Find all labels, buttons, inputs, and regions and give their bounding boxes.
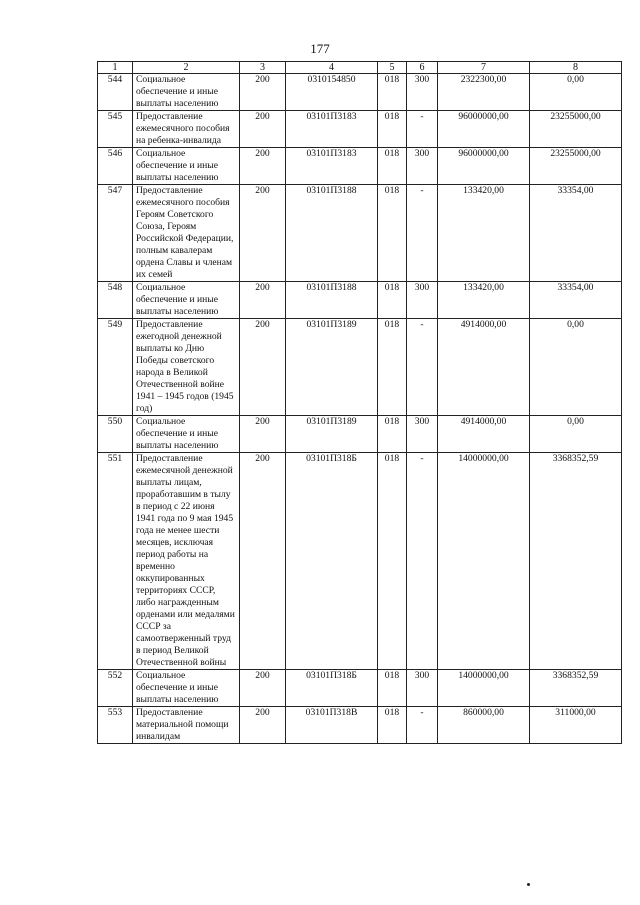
row-number: 550 <box>98 416 133 453</box>
cell-code: 03101П3188 <box>286 185 378 282</box>
cell-col3: 200 <box>240 707 286 744</box>
cell-col3: 200 <box>240 148 286 185</box>
cell-code: 0310154850 <box>286 74 378 111</box>
cell-col6: - <box>407 185 438 282</box>
cell-code: 03101П3188 <box>286 282 378 319</box>
cell-code: 03101П318Б <box>286 453 378 670</box>
table-row <box>98 670 622 707</box>
cell-amount: 96000000,00 <box>438 148 530 185</box>
cell-code: 03101П318Б <box>286 670 378 707</box>
column-header: 2 <box>133 62 240 74</box>
cell-col6: 300 <box>407 416 438 453</box>
cell-col3: 200 <box>240 670 286 707</box>
cell-amount: 311000,00 <box>530 707 622 744</box>
row-description: Предоставление ежемесячного пособия на ребенка-инвалида <box>133 111 240 148</box>
cell-col5: 018 <box>378 111 407 148</box>
row-description: Социальное обеспечение и иные выплаты населению <box>133 74 240 111</box>
cell-col6: 300 <box>407 670 438 707</box>
cell-amount: 23255000,00 <box>530 148 622 185</box>
table-row <box>98 416 622 453</box>
cell-amount: 33354,00 <box>530 282 622 319</box>
table-row <box>98 453 622 670</box>
row-description: Предоставление материальной помощи инвалидам <box>133 707 240 744</box>
cell-amount: 0,00 <box>530 74 622 111</box>
cell-amount: 133420,00 <box>438 282 530 319</box>
column-header: 4 <box>286 62 378 74</box>
cell-col5: 018 <box>378 185 407 282</box>
row-description: Предоставление ежемесячного пособия Героям Советского Союза, Героям Российской Федерации, полным кавалерам ордена Славы и членам их семей <box>133 185 240 282</box>
cell-code: 03101П3183 <box>286 111 378 148</box>
row-description: Социальное обеспечение и иные выплаты населению <box>133 670 240 707</box>
cell-amount: 33354,00 <box>530 185 622 282</box>
cell-col6: - <box>407 319 438 416</box>
page-number: 177 <box>310 41 330 56</box>
cell-amount: 3368352,59 <box>530 670 622 707</box>
cell-amount: 0,00 <box>530 319 622 416</box>
row-number: 553 <box>98 707 133 744</box>
cell-amount: 0,00 <box>530 416 622 453</box>
cell-amount: 3368352,59 <box>530 453 622 670</box>
cell-col3: 200 <box>240 319 286 416</box>
cell-code: 03101П3189 <box>286 319 378 416</box>
cell-amount: 14000000,00 <box>438 453 530 670</box>
row-number: 551 <box>98 453 133 670</box>
cell-col3: 200 <box>240 416 286 453</box>
cell-code: 03101П3183 <box>286 148 378 185</box>
table-row <box>98 707 622 744</box>
column-header: 7 <box>438 62 530 74</box>
cell-col5: 018 <box>378 319 407 416</box>
cell-col6: - <box>407 707 438 744</box>
cell-amount: 23255000,00 <box>530 111 622 148</box>
column-header: 6 <box>407 62 438 74</box>
cell-col3: 200 <box>240 453 286 670</box>
cell-amount: 14000000,00 <box>438 670 530 707</box>
cell-col5: 018 <box>378 453 407 670</box>
cell-col5: 018 <box>378 416 407 453</box>
cell-amount: 4914000,00 <box>438 416 530 453</box>
cell-amount: 860000,00 <box>438 707 530 744</box>
row-number: 549 <box>98 319 133 416</box>
row-number: 545 <box>98 111 133 148</box>
row-number: 546 <box>98 148 133 185</box>
scan-dot-mark <box>527 883 530 886</box>
column-header: 5 <box>378 62 407 74</box>
cell-col3: 200 <box>240 185 286 282</box>
table-row <box>98 319 622 416</box>
column-header: 1 <box>98 62 133 74</box>
row-number: 544 <box>98 74 133 111</box>
budget-table <box>97 61 622 744</box>
table-row <box>98 111 622 148</box>
row-description: Предоставление ежемесячной денежной выплаты лицам, проработавшим в тылу в период с 22 июня 1941 года по 9 мая 1945 года не менее шести месяцев, исключая период работы на временно оккупированных территориях СССР, либо награжденным орденами или медалями СССР за самоотверженный труд в период Великой Отечественной войны <box>133 453 240 670</box>
cell-amount: 133420,00 <box>438 185 530 282</box>
cell-col5: 018 <box>378 282 407 319</box>
table-row <box>98 185 622 282</box>
header-row <box>98 62 622 74</box>
cell-code: 03101П318В <box>286 707 378 744</box>
cell-col6: 300 <box>407 74 438 111</box>
table-row <box>98 148 622 185</box>
cell-col6: - <box>407 111 438 148</box>
row-description: Социальное обеспечение и иные выплаты населению <box>133 282 240 319</box>
cell-col6: - <box>407 453 438 670</box>
cell-code: 03101П3189 <box>286 416 378 453</box>
cell-col5: 018 <box>378 74 407 111</box>
column-header: 8 <box>530 62 622 74</box>
cell-amount: 96000000,00 <box>438 111 530 148</box>
row-description: Социальное обеспечение и иные выплаты населению <box>133 416 240 453</box>
cell-col5: 018 <box>378 707 407 744</box>
cell-col6: 300 <box>407 148 438 185</box>
row-description: Предоставление ежегодной денежной выплаты ко Дню Победы советского народа в Великой Отечественной войне 1941 – 1945 годов (1945 год) <box>133 319 240 416</box>
table-row <box>98 74 622 111</box>
cell-col3: 200 <box>240 74 286 111</box>
cell-col5: 018 <box>378 148 407 185</box>
cell-amount: 4914000,00 <box>438 319 530 416</box>
row-description: Социальное обеспечение и иные выплаты населению <box>133 148 240 185</box>
row-number: 552 <box>98 670 133 707</box>
row-number: 548 <box>98 282 133 319</box>
cell-col3: 200 <box>240 282 286 319</box>
table-row <box>98 282 622 319</box>
cell-amount: 2322300,00 <box>438 74 530 111</box>
column-header: 3 <box>240 62 286 74</box>
cell-col5: 018 <box>378 670 407 707</box>
cell-col6: 300 <box>407 282 438 319</box>
cell-col3: 200 <box>240 111 286 148</box>
row-number: 547 <box>98 185 133 282</box>
